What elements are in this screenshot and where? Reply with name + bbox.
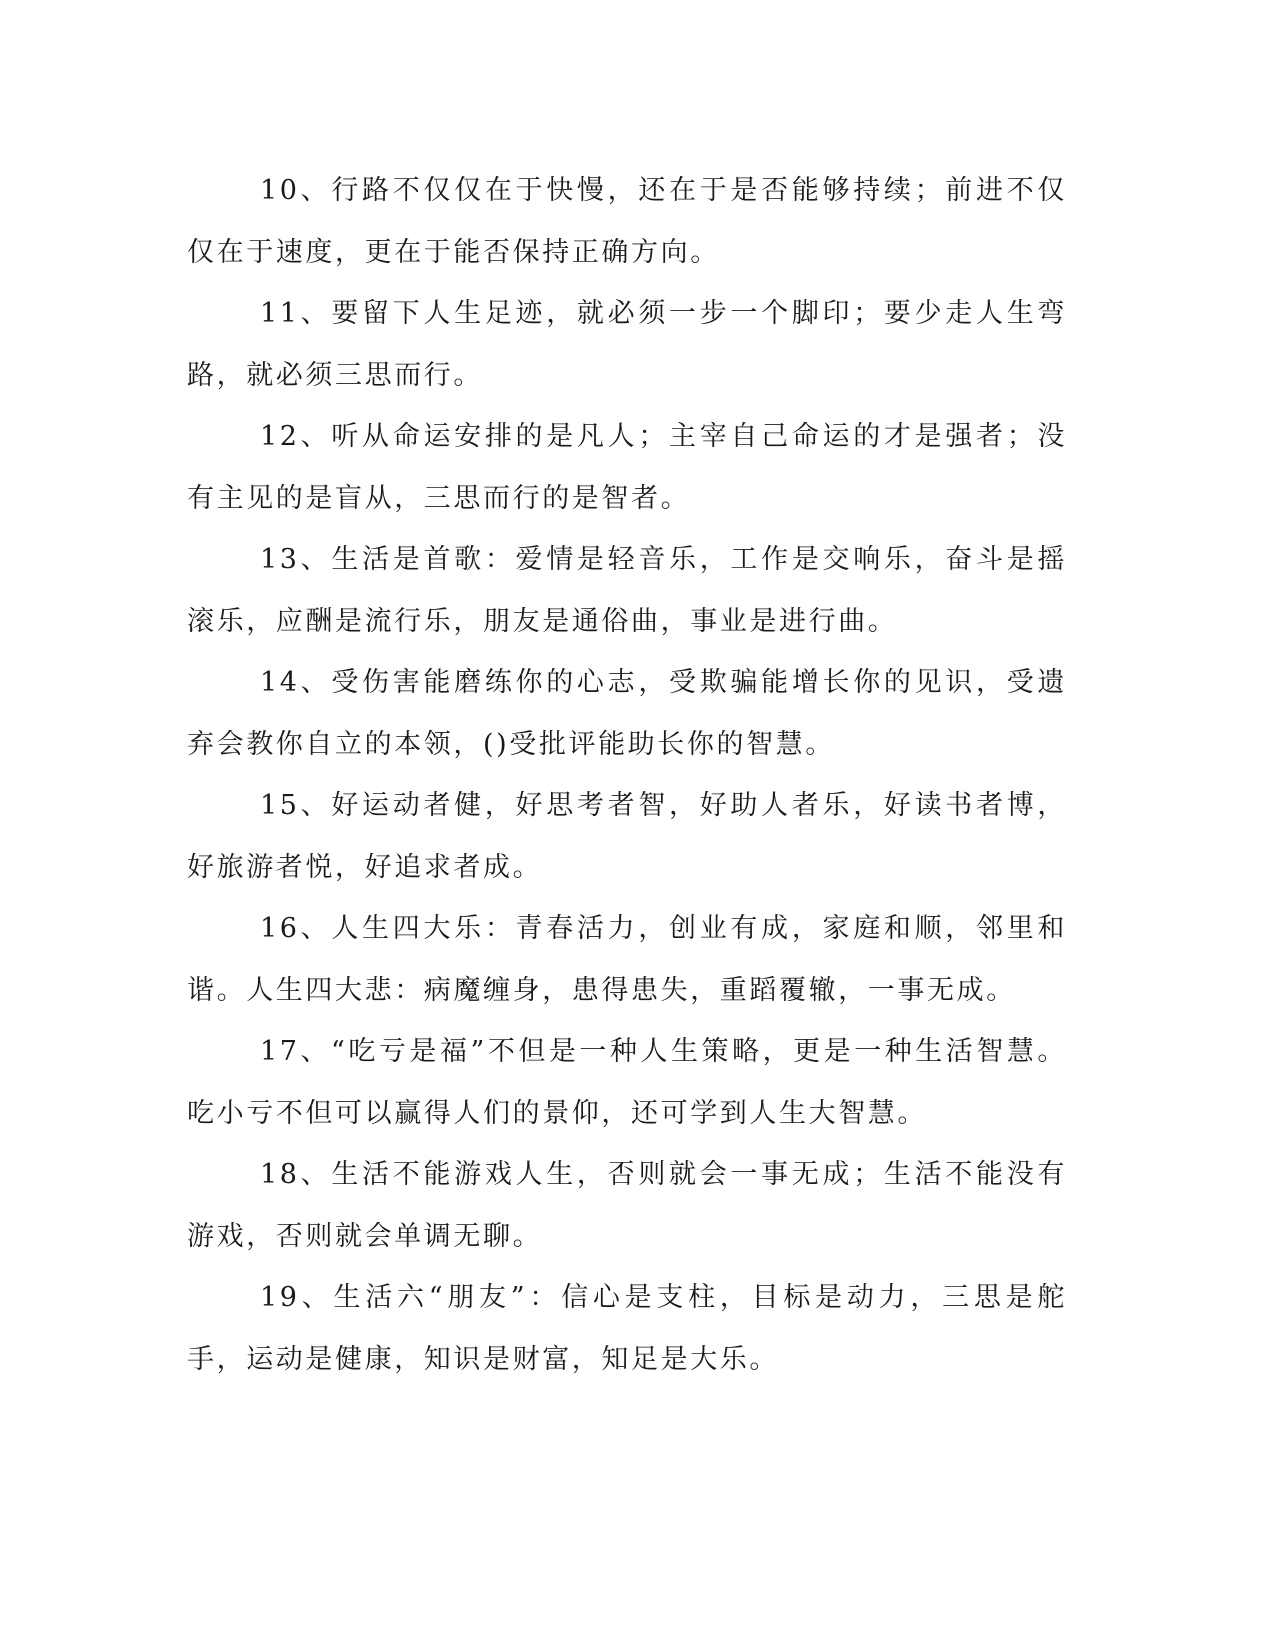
paragraph-19: 19、生活六“朋友”：信心是支柱，目标是动力，三思是舵手，运动是健康，知识是财富，知足是大乐。 bbox=[187, 1282, 1067, 1375]
paragraph-18: 18、生活不能游戏人生，否则就会一事无成；生活不能没有游戏，否则就会单调无聊。 bbox=[187, 1159, 1067, 1252]
document-body bbox=[187, 160, 1067, 1390]
paragraph-16: 16、人生四大乐：青春活力，创业有成，家庭和顺，邻里和谐。人生四大悲：病魔缠身，患得患失，重蹈覆辙，一事无成。 bbox=[187, 913, 1067, 1006]
paragraph-15: 15、好运动者健，好思考者智，好助人者乐，好读书者博，好旅游者悦，好追求者成。 bbox=[187, 790, 1067, 883]
paragraph-14: 14、受伤害能磨练你的心志，受欺骗能增长你的见识，受遗弃会教你自立的本领，()受批评能助长你的智慧。 bbox=[187, 667, 1067, 760]
paragraph-12: 12、听从命运安排的是凡人；主宰自己命运的才是强者；没有主见的是盲从，三思而行的是智者。 bbox=[187, 421, 1067, 514]
paragraph-10: 10、行路不仅仅在于快慢，还在于是否能够持续；前进不仅仅在于速度，更在于能否保持正确方向。 bbox=[187, 175, 1067, 268]
paragraph-17: 17、“吃亏是福”不但是一种人生策略，更是一种生活智慧。吃小亏不但可以赢得人们的景仰，还可学到人生大智慧。 bbox=[187, 1036, 1067, 1129]
paragraph-13: 13、生活是首歌：爱情是轻音乐，工作是交响乐，奋斗是摇滚乐，应酬是流行乐，朋友是通俗曲，事业是进行曲。 bbox=[187, 544, 1067, 637]
paragraph-11: 11、要留下人生足迹，就必须一步一个脚印；要少走人生弯路，就必须三思而行。 bbox=[187, 298, 1067, 391]
